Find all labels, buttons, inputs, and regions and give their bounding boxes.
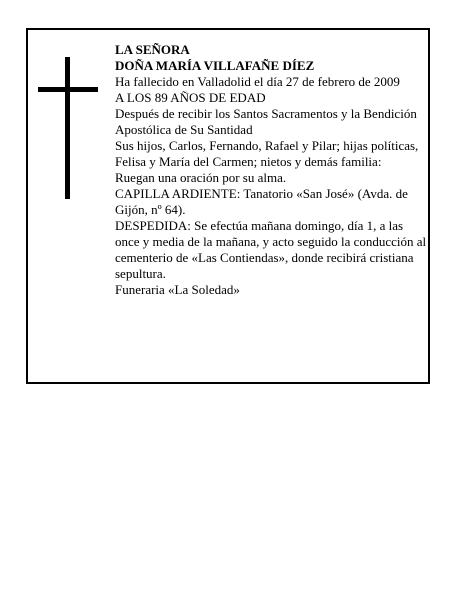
cross-icon xyxy=(38,57,98,199)
death-statement: Ha fallecido en Valladolid el día 27 de febrero de 2009 xyxy=(115,74,400,89)
obituary-text xyxy=(115,42,430,298)
funeral-home: Funeraria «La Soledad» xyxy=(115,282,240,297)
deceased-name: DOÑA MARÍA VILLAFAÑE DÍEZ xyxy=(115,58,315,73)
cross-horizontal-bar xyxy=(38,87,98,92)
farewell-info: DESPEDIDA: Se efectúa mañana domingo, día 1, a las once y media de la mañana, y acto seguido la conducción al cementerio de «Las Contiendas», donde recibirá cristiana sepultura. xyxy=(115,218,427,281)
obituary-frame xyxy=(26,28,430,384)
prayer-request: Ruegan una oración por su alma. xyxy=(115,170,287,185)
age-statement: A LOS 89 AÑOS DE EDAD xyxy=(115,90,266,105)
obituary-title: LA SEÑORA xyxy=(115,42,190,57)
chapel-info: CAPILLA ARDIENTE: Tanatorio «San José» (Avda. de Gijón, nº 64). xyxy=(115,186,408,217)
cross-vertical-bar xyxy=(65,57,70,199)
sacraments-statement: Después de recibir los Santos Sacramentos y la Bendición Apostólica de Su Santidad xyxy=(115,106,417,137)
family-statement: Sus hijos, Carlos, Fernando, Rafael y Pilar; hijas políticas, Felisa y María del Carmen; nietos y demás familia: xyxy=(115,138,419,169)
